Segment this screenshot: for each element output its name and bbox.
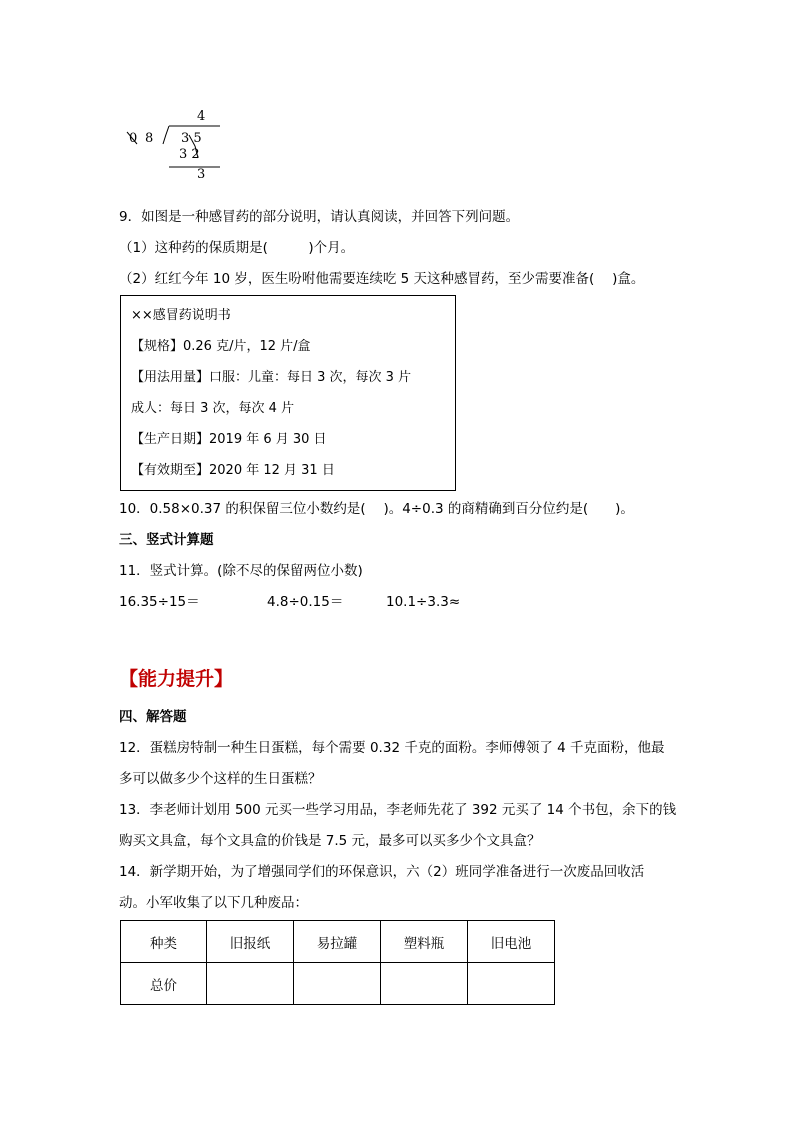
medicine-leaflet [120,295,456,491]
dividend: 3 5 [181,131,202,146]
divisor: 8 [145,131,154,146]
table-header-cell: 旧电池 [468,921,555,963]
waste-table [120,920,555,1005]
table-cell-empty [294,963,381,1005]
table-header-cell: 塑料瓶 [381,921,468,963]
q13-line1: 13．李老师计划用 500 元买一些学习用品，李老师先花了 392 元买了 14 个书包，余下的钱 [119,802,677,818]
q9-part1: （1）这种药的保质期是( )个月。 [119,240,355,256]
table-row-label: 总价 [121,963,207,1005]
table-header-cell: 易拉罐 [294,921,381,963]
q10: 10．0.58×0.37 的积保留三位小数约是( )。4÷0.3 的商精确到百分位约是( )。 [119,501,634,517]
ability-heading: 【能力提升】 [119,668,234,690]
table-cell-empty [468,963,555,1005]
leaflet-adult: 成人：每日 3 次，每次 4 片 [131,401,295,416]
table-header-row [121,921,555,963]
table-header-cell: 旧报纸 [207,921,294,963]
q11-calc1: 16.35÷15＝ [119,594,200,610]
remainder: 3 [197,167,206,182]
q14-line1: 14．新学期开始，为了增强同学们的环保意识，六（2）班同学准备进行一次废品回收活 [119,864,645,880]
division-crossed-zero: 0 [129,131,138,146]
q11-calc3: 10.1÷3.3≈ [386,594,461,610]
product: 3 2 [179,147,200,162]
q14-line2: 动。小军收集了以下几种废品： [119,895,308,911]
long-division-diagram [125,108,235,183]
leaflet-spec: 【规格】0.26 克/片，12 片/盒 [131,339,311,354]
leaflet-production-date: 【生产日期】2019 年 6 月 30 日 [131,432,327,447]
table-cell-empty [207,963,294,1005]
long-division-lines [125,108,235,183]
q9-stem: 9．如图是一种感冒药的部分说明，请认真阅读，并回答下列问题。 [119,209,520,225]
section3-heading: 三、竖式计算题 [119,532,214,548]
q13-line2: 购买文具盒，每个文具盒的价钱是 7.5 元，最多可以买多少个文具盒？ [119,833,541,849]
leaflet-title: ××感冒药说明书 [131,308,231,323]
q9-part2: （2）红红今年 10 岁，医生吩咐他需要连续吃 5 天这种感冒药，至少需要准备( )盒。 [119,271,645,287]
table-cell-empty [381,963,468,1005]
quotient: 4 [197,109,206,124]
q11-stem: 11．竖式计算。(除不尽的保留两位小数) [119,563,363,579]
table-header-cell: 种类 [121,921,207,963]
leaflet-expiry-date: 【有效期至】2020 年 12 月 31 日 [131,463,335,478]
table-row [121,963,555,1005]
q12-line2: 多可以做多少个这样的生日蛋糕？ [119,771,322,787]
leaflet-usage: 【用法用量】口服：儿童：每日 3 次，每次 3 片 [131,370,412,385]
section4-heading: 四、解答题 [119,709,187,725]
q11-calc2: 4.8÷0.15＝ [267,594,344,610]
q12-line1: 12．蛋糕房特制一种生日蛋糕，每个需要 0.32 千克的面粉。李师傅领了 4 千克面粉，他最 [119,740,665,756]
